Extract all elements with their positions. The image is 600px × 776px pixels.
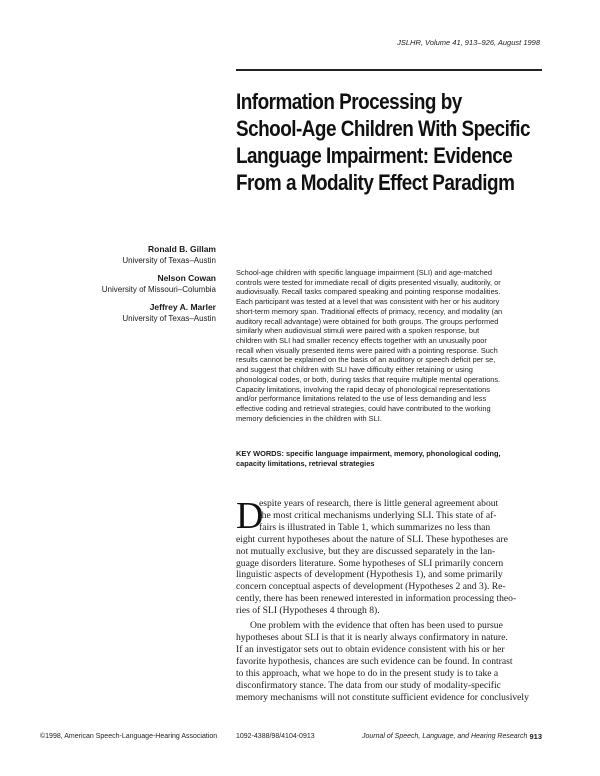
title-line: Information Processing by bbox=[236, 89, 462, 114]
journal-name: Journal of Speech, Language, and Hearing Research bbox=[362, 733, 528, 740]
body-line: One problem with the evidence that often has been used to pursue bbox=[250, 620, 503, 632]
issn: 1092-4388/98/4104-0913 bbox=[236, 733, 315, 740]
body-line: memory mechanisms will not constitute sufficient evidence for conclusively bbox=[236, 691, 529, 703]
page-number: 913 bbox=[529, 732, 542, 741]
body-line: eight current hypotheses about the nature of SLI. These hypotheses are bbox=[236, 533, 508, 545]
abstract-line: short-term memory span. Traditional effects of primacy, recency, and modality (an bbox=[236, 306, 503, 316]
keywords-line: capacity limitations, retrieval strategies bbox=[236, 458, 375, 468]
author-affiliation: University of Missouri–Columbia bbox=[101, 285, 216, 294]
author bbox=[40, 273, 216, 295]
body-line: linguistic aspects of development (Hypothesis 1), and some primarily bbox=[236, 569, 503, 581]
body-line: guage disorders literature. Some hypotheses of SLI primarily concern bbox=[236, 557, 504, 569]
body-line: espite years of research, there is little general agreement about bbox=[259, 498, 499, 509]
abstract-line: controls were tested for immediate recall of digits presented visually, auditorily, or bbox=[236, 277, 501, 287]
abstract bbox=[236, 268, 546, 424]
body-line: ries of SLI (Hypotheses 4 through 8). bbox=[236, 605, 380, 617]
abstract-line: School-age children with specific language impairment (SLI) and age-matched bbox=[236, 268, 492, 277]
title-line: School-Age Children With Specific bbox=[236, 116, 530, 141]
body-line: not mutually exclusive, but they are discussed separately in the lan- bbox=[236, 545, 496, 557]
copyright: ©1998, American Speech-Language-Hearing Association bbox=[40, 733, 218, 740]
abstract-line: auditory recall advantage) were obtained for both groups. The groups performed bbox=[236, 316, 499, 326]
author-affiliation: University of Texas–Austin bbox=[122, 256, 216, 265]
author-name: Nelson Cowan bbox=[157, 273, 216, 283]
body-text bbox=[236, 495, 542, 703]
article-title bbox=[236, 88, 556, 196]
body-line: concern conceptual aspects of development (Hypotheses 2 and 3). Re- bbox=[236, 581, 506, 593]
abstract-line: and/or performance limitations related to the use of less demanding and less bbox=[236, 394, 487, 404]
body-line: disconfirmatory stance. The data from our study of modality-specific bbox=[236, 679, 501, 691]
abstract-line: similarly when audiovisual stimuli were paired with a spoken response, but bbox=[236, 326, 480, 336]
key-words bbox=[236, 449, 546, 469]
abstract-line: recall when visually presented items were paired with a pointing response. Such bbox=[236, 345, 498, 355]
author-name: Ronald B. Gillam bbox=[147, 244, 216, 254]
title-line: From a Modality Effect Paradigm bbox=[236, 170, 515, 195]
abstract-line: memory deficiencies in the children with SLI. bbox=[236, 413, 382, 423]
abstract-line: Capacity limitations, involving the rapid decay of phonological representations bbox=[236, 384, 490, 394]
abstract-line: Each participant was tested at a level that was consistent with her or his auditory bbox=[236, 297, 500, 307]
body-line: to this approach, what we hope to do in the present study is to take a bbox=[236, 667, 499, 679]
title-line: Language Impairment: Evidence bbox=[236, 143, 513, 168]
body-line: hypotheses about SLI is that it is nearly always confirmatory in nature. bbox=[236, 631, 508, 643]
body-line: fairs is illustrated in Table 1, which summarizes no less than bbox=[259, 521, 491, 533]
keywords-line: KEY WORDS: specific language impairment, memory, phonological coding, bbox=[236, 449, 501, 458]
body-line: favorite hypothesis, chances are such evidence can be found. In contrast bbox=[236, 655, 513, 667]
abstract-line: results cannot be explained on the basis of an auditory or speech deficit per se, bbox=[236, 355, 496, 365]
abstract-line: phonological codes, or both, during tasks that require multiple mental operations. bbox=[236, 374, 501, 384]
title-rule bbox=[236, 69, 542, 71]
author bbox=[40, 244, 216, 266]
abstract-line: effective coding and retrieval strategies, could have contributed to the working bbox=[236, 404, 491, 414]
journal-citation: JSLHR, Volume 41, 913–926, August 1998 bbox=[397, 38, 540, 47]
body-line: the most critical mechanisms underlying SLI. This state of af- bbox=[259, 509, 497, 521]
drop-cap: D bbox=[236, 495, 264, 537]
author-name: Jeffrey A. Marler bbox=[149, 302, 216, 312]
abstract-line: children with SLI had smaller recency effects together with an unusually poor bbox=[236, 336, 487, 346]
body-line: If an investigator sets out to obtain evidence consistent with his or her bbox=[236, 643, 505, 655]
abstract-line: and suggest that children with SLI have difficulty either retaining or using bbox=[236, 365, 473, 375]
author-list bbox=[40, 244, 216, 331]
abstract-line: audiovisually. Recall tasks compared speaking and pointing response modalities. bbox=[236, 287, 501, 297]
body-line: cently, there has been renewed interested in information processing theo- bbox=[236, 593, 517, 605]
author-affiliation: University of Texas–Austin bbox=[122, 314, 216, 323]
author bbox=[40, 302, 216, 324]
